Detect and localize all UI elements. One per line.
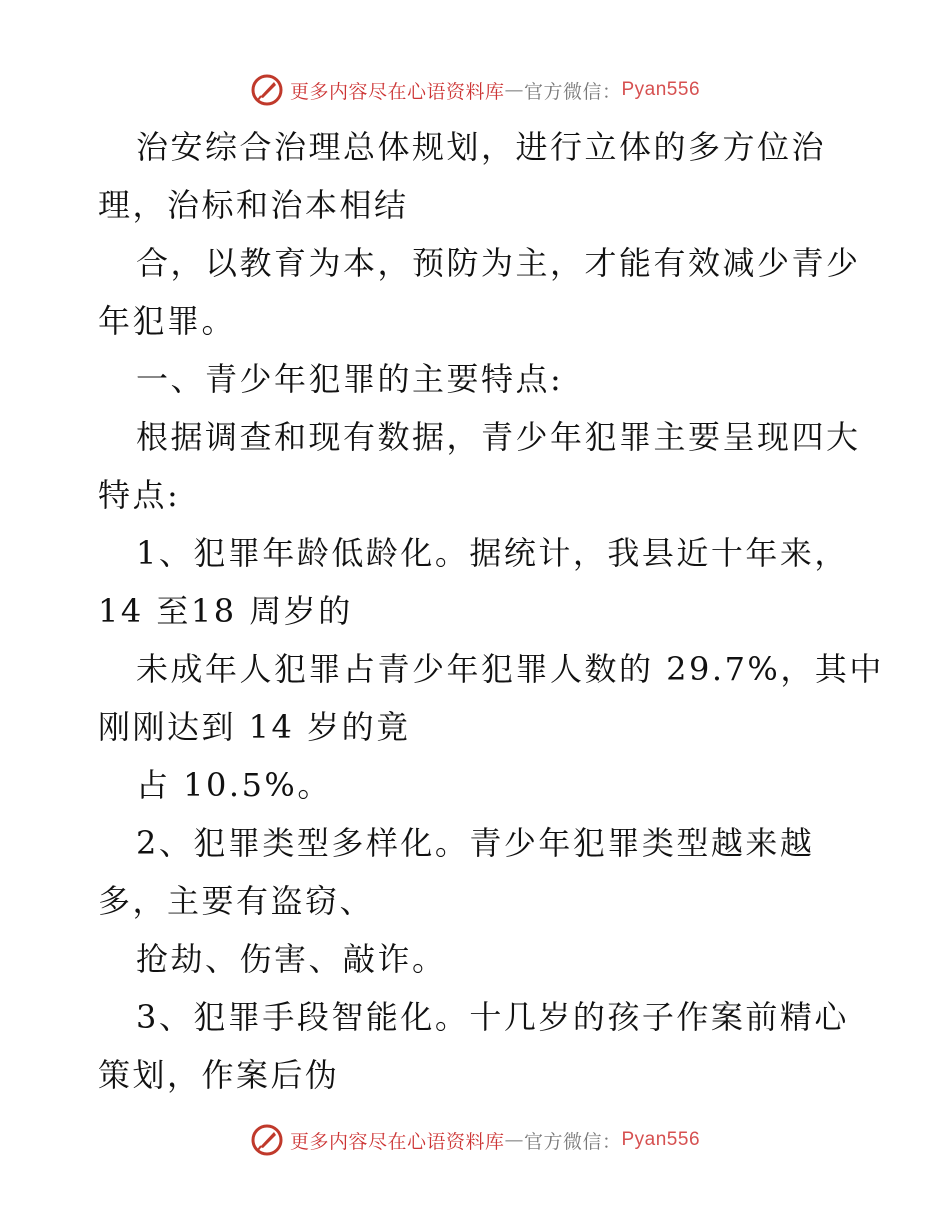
paragraph-line: 抢劫、伤害、敲诈。 — [136, 940, 447, 978]
paragraph-line: 年犯罪。 — [98, 302, 237, 340]
paragraph-line: 1、犯罪年龄低龄化。据统计，我县近十年来， — [136, 534, 849, 572]
watermark-brand: 更多内容尽在心语资料库 — [289, 80, 505, 103]
footer-watermark — [0, 1120, 950, 1160]
watermark-separator: — — [504, 1129, 524, 1151]
feather-pen-circle-icon — [250, 1123, 284, 1157]
watermark-brand: 更多内容尽在心语资料库 — [289, 1130, 505, 1153]
watermark-separator: — — [504, 79, 524, 101]
watermark-id: Pyan556 — [621, 1129, 701, 1150]
paragraph-line: 特点: — [98, 476, 181, 514]
watermark-official: 官方微信： — [523, 1130, 622, 1153]
watermark-official: 官方微信： — [523, 80, 622, 103]
paragraph-line: 未成年人犯罪占青少年犯罪人数的 29.7%，其中 — [136, 650, 884, 688]
paragraph-line: 2、犯罪类型多样化。青少年犯罪类型越来越 — [136, 824, 815, 862]
paragraph-line: 14 至18 周岁的 — [98, 592, 353, 630]
paragraph-line: 占 10.5%。 — [136, 766, 332, 804]
paragraph-line: 根据调查和现有数据，青少年犯罪主要呈现四大 — [136, 418, 861, 456]
paragraph-line: 策划，作案后伪 — [98, 1056, 340, 1094]
watermark-id: Pyan556 — [621, 79, 701, 100]
section-heading: 一、青少年犯罪的主要特点: — [136, 360, 564, 398]
paragraph-line: 刚刚达到 14 岁的竟 — [98, 708, 411, 746]
paragraph-line: 3、犯罪手段智能化。十几岁的孩子作案前精心 — [136, 998, 849, 1036]
feather-pen-circle-icon — [250, 73, 284, 107]
paragraph-line: 治安综合治理总体规划，进行立体的多方位治 — [136, 128, 827, 166]
paragraph-line: 合，以教育为本，预防为主，才能有效减少青少 — [136, 244, 861, 282]
header-watermark — [0, 70, 950, 110]
document-body — [98, 118, 884, 1104]
paragraph-line: 理，治标和治本相结 — [98, 186, 409, 224]
paragraph-line: 多，主要有盗窃、 — [98, 882, 375, 920]
